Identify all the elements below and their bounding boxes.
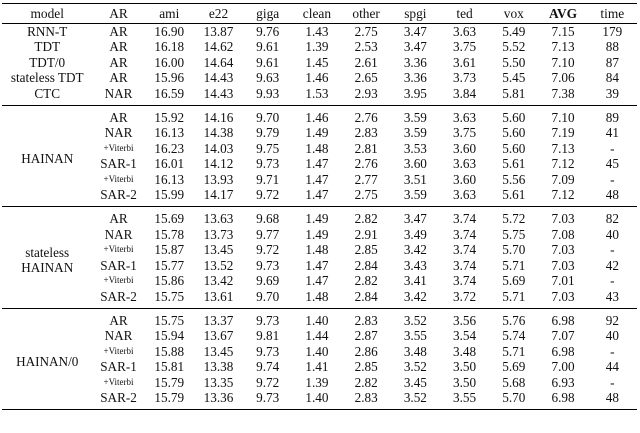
cell-other: 2.81 [354, 140, 378, 156]
cell-avg: 6.98 [551, 343, 575, 359]
table-row [2, 55, 637, 70]
cell-giga: 9.63 [256, 70, 280, 86]
table-row [2, 86, 637, 106]
cell-clean: 1.49 [305, 226, 329, 242]
cell-other: 2.75 [354, 187, 378, 203]
cell-time: 84 [605, 70, 619, 86]
cell-vox: 5.69 [502, 273, 526, 289]
cell-ted: 3.50 [453, 374, 477, 390]
cell-other: 2.82 [354, 374, 378, 390]
table-row [2, 141, 637, 156]
cell-time: 92 [588, 308, 637, 328]
cell-vox: 5.75 [502, 226, 526, 242]
group-label: HAINAN/0 [2, 308, 92, 409]
cell-ted: 3.50 [453, 359, 477, 375]
header-giga: giga [256, 6, 280, 21]
cell-e22: 13.61 [203, 288, 234, 304]
cell-giga: 9.61 [256, 39, 280, 55]
table-row [2, 344, 637, 359]
cell-giga: 9.72 [256, 374, 280, 390]
cell-avg: 7.13 [551, 39, 575, 55]
cell-giga: 9.76 [256, 24, 280, 39]
cell-ted: 3.74 [453, 226, 477, 242]
cell-ami: 15.99 [154, 187, 185, 203]
cell-giga: 9.72 [256, 187, 280, 203]
cell-ted: 3.63 [453, 24, 477, 39]
cell-giga: 9.68 [243, 207, 292, 227]
cell-spgi: 3.48 [403, 343, 427, 359]
cell-clean: 1.48 [305, 288, 329, 304]
cell-spgi: 3.42 [403, 242, 427, 258]
cell-clean: 1.40 [292, 390, 341, 410]
cell-ted: 3.74 [440, 207, 489, 227]
cell-other: 2.82 [342, 207, 391, 227]
cell-giga: 9.73 [256, 257, 280, 273]
cell-avg: 7.00 [551, 359, 575, 375]
cell-ami: 15.88 [154, 343, 185, 359]
cell-clean: 1.49 [292, 207, 341, 227]
cell-vox: 5.68 [502, 374, 526, 390]
cell-time: - [610, 140, 615, 156]
cell-ami: 16.13 [154, 125, 185, 141]
cell-avg: 7.01 [551, 273, 575, 289]
cell-giga: 9.77 [256, 226, 280, 242]
cell-giga: 9.81 [256, 328, 280, 344]
cell-spgi: 3.51 [403, 171, 427, 187]
cell-avg: 7.03 [551, 242, 575, 258]
header-ami: ami [159, 6, 180, 21]
cell-ted: 3.63 [440, 106, 489, 126]
cell-avg: 7.10 [551, 54, 575, 70]
cell-ted: 3.55 [440, 390, 489, 410]
cell-giga: 9.73 [256, 156, 280, 172]
cell-ami: 16.23 [154, 140, 185, 156]
cell-ted: 3.60 [453, 171, 477, 187]
cell-time: - [610, 374, 615, 390]
cell-e22: 14.64 [203, 54, 234, 70]
cell-other: 2.85 [354, 242, 378, 258]
cell-clean: 1.47 [305, 171, 329, 187]
cell-vox: 5.71 [502, 257, 526, 273]
cell-time: - [610, 343, 615, 359]
header-spgi: spgi [404, 6, 427, 21]
cell-vox: 5.49 [502, 24, 526, 39]
cell-e22: 14.38 [203, 125, 234, 141]
cell-ami: 15.94 [154, 328, 185, 344]
cell-other: 2.82 [354, 273, 378, 289]
cell-avg: 7.09 [551, 171, 575, 187]
cell-time: - [610, 242, 615, 258]
decoding-mode: +Viterbi [103, 244, 134, 255]
cell-avg: 6.93 [551, 374, 575, 390]
decoding-mode: SAR-1 [100, 359, 137, 375]
cell-avg: 7.15 [551, 24, 575, 39]
cell-ted: 3.73 [453, 70, 477, 86]
cell-clean: 1.48 [305, 140, 329, 156]
cell-vox: 5.74 [502, 328, 526, 344]
cell-ami: 15.87 [154, 242, 185, 258]
cell-other: 2.53 [354, 39, 378, 55]
cell-giga: 9.61 [256, 54, 280, 70]
decoding-mode: +Viterbi [103, 345, 134, 356]
cell-clean: 1.40 [305, 343, 329, 359]
decoding-mode: AR [92, 207, 144, 227]
cell-clean: 1.41 [305, 359, 329, 375]
cell-giga: 9.72 [256, 242, 280, 258]
cell-vox: 5.81 [502, 85, 526, 101]
decoding-mode: AR [109, 39, 128, 55]
table-row [2, 375, 637, 390]
table-row [2, 70, 637, 85]
cell-other: 2.83 [342, 308, 391, 328]
cell-spgi: 3.36 [403, 70, 427, 86]
cell-e22: 13.42 [203, 273, 234, 289]
cell-giga: 9.71 [256, 171, 280, 187]
cell-e22: 13.37 [194, 308, 243, 328]
cell-e22: 14.12 [203, 156, 234, 172]
cell-time: 43 [605, 288, 619, 304]
model-name: RNN-T [27, 24, 68, 39]
cell-e22: 14.43 [203, 85, 234, 101]
cell-avg: 7.19 [551, 125, 575, 141]
cell-avg: 7.03 [538, 207, 587, 227]
cell-spgi: 3.60 [403, 156, 427, 172]
decoding-mode: SAR-1 [100, 257, 137, 273]
table-row [2, 273, 637, 288]
cell-giga: 9.73 [243, 390, 292, 410]
cell-e22: 13.35 [203, 374, 234, 390]
cell-clean: 1.39 [305, 374, 329, 390]
cell-spgi: 3.43 [403, 257, 427, 273]
cell-avg: 7.12 [551, 156, 575, 172]
cell-other: 2.76 [354, 156, 378, 172]
model-name: CTC [34, 85, 61, 101]
cell-ami: 15.79 [145, 390, 194, 410]
cell-other: 2.87 [354, 328, 378, 344]
table-row [2, 308, 637, 328]
header-ar: AR [109, 6, 128, 21]
table-row [2, 258, 637, 273]
table-row [2, 106, 637, 126]
cell-vox: 5.61 [502, 156, 526, 172]
table-row [2, 227, 637, 242]
decoding-mode: NAR [104, 85, 133, 101]
cell-vox: 5.71 [502, 288, 526, 304]
cell-other: 2.91 [354, 226, 378, 242]
cell-ted: 3.63 [453, 187, 477, 203]
cell-e22: 14.03 [203, 140, 234, 156]
header-vox: vox [503, 6, 524, 21]
cell-time: 87 [605, 54, 619, 70]
header-row [2, 4, 637, 24]
table-row [2, 390, 637, 410]
cell-vox: 5.52 [502, 39, 526, 55]
cell-spgi: 3.52 [391, 390, 440, 410]
group-label: HAINAN [2, 106, 92, 207]
cell-time: 41 [605, 125, 619, 141]
cell-vox: 5.76 [489, 308, 538, 328]
cell-avg: 7.06 [551, 70, 575, 86]
decoding-mode: NAR [104, 226, 133, 242]
cell-ami: 15.86 [154, 273, 185, 289]
cell-spgi: 3.41 [403, 273, 427, 289]
cell-time: 44 [605, 359, 619, 375]
cell-avg: 7.03 [551, 257, 575, 273]
cell-vox: 5.60 [502, 125, 526, 141]
header-other: other [352, 6, 380, 21]
results-table [2, 3, 637, 410]
model-name: TDT [34, 39, 61, 55]
cell-spgi: 3.47 [403, 39, 427, 55]
table-row [2, 24, 637, 40]
cell-vox: 5.50 [502, 54, 526, 70]
cell-time: 42 [605, 257, 619, 273]
cell-ami: 15.77 [154, 257, 185, 273]
cell-ted: 3.74 [453, 242, 477, 258]
cell-spgi: 3.59 [403, 125, 427, 141]
cell-other: 2.93 [354, 85, 378, 101]
cell-ami: 15.79 [154, 374, 185, 390]
cell-vox: 5.60 [502, 140, 526, 156]
cell-vox: 5.56 [502, 171, 526, 187]
table-body [2, 24, 637, 410]
decoding-mode: SAR-2 [100, 187, 137, 203]
cell-vox: 5.45 [502, 70, 526, 86]
cell-ami: 16.18 [154, 39, 185, 55]
cell-time: 179 [602, 24, 623, 39]
table-row [2, 39, 637, 54]
table-row [2, 207, 637, 227]
cell-ami: 16.01 [154, 156, 185, 172]
header-avg: AVG [549, 6, 578, 21]
decoding-mode: AR [92, 106, 144, 126]
cell-ami: 15.81 [154, 359, 185, 375]
cell-e22: 13.52 [203, 257, 234, 273]
cell-clean: 1.46 [305, 70, 329, 86]
header-model: model [30, 6, 64, 21]
cell-giga: 9.93 [256, 85, 280, 101]
cell-ami: 16.59 [154, 85, 185, 101]
cell-ted: 3.74 [453, 257, 477, 273]
decoding-mode: AR [92, 308, 144, 328]
header-time: time [600, 6, 625, 21]
cell-time: 88 [605, 39, 619, 55]
cell-time: 40 [605, 328, 619, 344]
cell-other: 2.83 [342, 390, 391, 410]
cell-clean: 1.53 [305, 85, 329, 101]
cell-spgi: 3.53 [403, 140, 427, 156]
decoding-mode: SAR-1 [100, 156, 137, 172]
cell-giga: 9.70 [243, 106, 292, 126]
cell-ted: 3.61 [453, 54, 477, 70]
decoding-mode: SAR-2 [92, 390, 144, 410]
cell-vox: 5.69 [502, 359, 526, 375]
table-row [2, 172, 637, 187]
cell-ami: 15.75 [154, 288, 185, 304]
cell-avg: 7.10 [538, 106, 587, 126]
cell-vox: 5.61 [502, 187, 526, 203]
cell-spgi: 3.59 [391, 106, 440, 126]
cell-giga: 9.70 [256, 288, 280, 304]
table-row [2, 242, 637, 257]
cell-clean: 1.47 [305, 187, 329, 203]
cell-ted: 3.48 [453, 343, 477, 359]
cell-ted: 3.75 [453, 39, 477, 55]
cell-e22: 13.67 [203, 328, 234, 344]
cell-spgi: 3.42 [403, 288, 427, 304]
cell-e22: 13.87 [203, 24, 234, 39]
cell-clean: 1.40 [292, 308, 341, 328]
cell-clean: 1.49 [305, 125, 329, 141]
cell-ami: 15.96 [154, 70, 185, 86]
cell-spgi: 3.45 [403, 374, 427, 390]
cell-ami: 15.75 [145, 308, 194, 328]
cell-spgi: 3.52 [391, 308, 440, 328]
cell-vox: 5.71 [502, 343, 526, 359]
cell-clean: 1.43 [305, 24, 329, 39]
cell-ami: 15.78 [154, 226, 185, 242]
cell-spgi: 3.36 [403, 54, 427, 70]
cell-vox: 5.60 [489, 106, 538, 126]
decoding-mode: AR [109, 24, 128, 39]
cell-other: 2.65 [354, 70, 378, 86]
cell-ted: 3.56 [440, 308, 489, 328]
cell-avg: 7.38 [551, 85, 575, 101]
cell-ami: 16.13 [154, 171, 185, 187]
cell-spgi: 3.52 [403, 359, 427, 375]
model-name: TDT/0 [29, 54, 66, 70]
cell-giga: 9.79 [256, 125, 280, 141]
cell-e22: 13.63 [194, 207, 243, 227]
decoding-mode: +Viterbi [103, 376, 134, 387]
table-row [2, 187, 637, 207]
cell-clean: 1.39 [305, 39, 329, 55]
cell-clean: 1.47 [305, 273, 329, 289]
cell-time: 40 [605, 226, 619, 242]
cell-clean: 1.47 [305, 257, 329, 273]
cell-time: 39 [605, 85, 619, 101]
decoding-mode: +Viterbi [103, 142, 134, 153]
cell-spgi: 3.55 [403, 328, 427, 344]
cell-ami: 15.92 [145, 106, 194, 126]
cell-other: 2.85 [354, 359, 378, 375]
cell-avg: 7.07 [551, 328, 575, 344]
cell-clean: 1.46 [292, 106, 341, 126]
cell-giga: 9.75 [256, 140, 280, 156]
cell-giga: 9.69 [256, 273, 280, 289]
cell-e22: 14.16 [194, 106, 243, 126]
cell-ami: 15.69 [145, 207, 194, 227]
cell-e22: 13.73 [203, 226, 234, 242]
decoding-mode: +Viterbi [103, 173, 134, 184]
cell-other: 2.84 [354, 257, 378, 273]
cell-clean: 1.48 [305, 242, 329, 258]
header-e22: e22 [208, 6, 229, 21]
cell-ted: 3.75 [453, 125, 477, 141]
cell-spgi: 3.47 [403, 24, 427, 39]
cell-clean: 1.47 [305, 156, 329, 172]
cell-e22: 13.38 [203, 359, 234, 375]
decoding-mode: AR [109, 70, 128, 86]
table-row [2, 359, 637, 374]
header-clean: clean [302, 6, 332, 21]
cell-spgi: 3.47 [391, 207, 440, 227]
cell-avg: 7.13 [551, 140, 575, 156]
cell-e22: 13.45 [203, 343, 234, 359]
cell-e22: 13.45 [203, 242, 234, 258]
cell-e22: 13.93 [203, 171, 234, 187]
cell-avg: 7.03 [551, 288, 575, 304]
cell-time: 89 [588, 106, 637, 126]
decoding-mode: NAR [104, 125, 133, 141]
cell-other: 2.83 [354, 125, 378, 141]
cell-ted: 3.74 [453, 273, 477, 289]
cell-e22: 14.17 [203, 187, 234, 203]
cell-avg: 6.98 [538, 308, 587, 328]
table-row [2, 328, 637, 343]
decoding-mode: +Viterbi [103, 275, 134, 286]
table-row [2, 125, 637, 140]
header-ted: ted [456, 6, 473, 21]
cell-ted: 3.63 [453, 156, 477, 172]
cell-vox: 5.70 [502, 242, 526, 258]
cell-time: 48 [605, 187, 619, 203]
cell-giga: 9.73 [243, 308, 292, 328]
cell-e22: 14.43 [203, 70, 234, 86]
cell-e22: 14.62 [203, 39, 234, 55]
cell-clean: 1.45 [305, 54, 329, 70]
decoding-mode: SAR-2 [100, 288, 137, 304]
cell-ami: 16.00 [154, 54, 185, 70]
cell-spgi: 3.95 [403, 85, 427, 101]
cell-avg: 7.12 [551, 187, 575, 203]
cell-vox: 5.70 [489, 390, 538, 410]
cell-ted: 3.54 [453, 328, 477, 344]
cell-e22: 13.36 [194, 390, 243, 410]
table-row [2, 156, 637, 171]
cell-other: 2.76 [342, 106, 391, 126]
group-label: stateless HAINAN [2, 207, 92, 308]
table-row [2, 289, 637, 309]
cell-time: - [610, 171, 615, 187]
cell-other: 2.77 [354, 171, 378, 187]
cell-other: 2.84 [354, 288, 378, 304]
cell-ted: 3.72 [453, 288, 477, 304]
cell-giga: 9.73 [256, 343, 280, 359]
cell-avg: 7.08 [551, 226, 575, 242]
cell-ted: 3.60 [453, 140, 477, 156]
cell-time: - [610, 273, 615, 289]
cell-time: 48 [588, 390, 637, 410]
cell-other: 2.86 [354, 343, 378, 359]
cell-spgi: 3.49 [403, 226, 427, 242]
cell-other: 2.75 [354, 24, 378, 39]
model-name: stateless TDT [10, 70, 84, 86]
cell-clean: 1.44 [305, 328, 329, 344]
cell-avg: 6.98 [538, 390, 587, 410]
cell-other: 2.61 [354, 54, 378, 70]
cell-time: 82 [588, 207, 637, 227]
cell-giga: 9.74 [256, 359, 280, 375]
cell-vox: 5.72 [489, 207, 538, 227]
cell-ami: 16.90 [154, 24, 185, 39]
decoding-mode: AR [109, 54, 128, 70]
cell-ted: 3.84 [453, 85, 477, 101]
cell-time: 45 [605, 156, 619, 172]
cell-spgi: 3.59 [403, 187, 427, 203]
decoding-mode: NAR [104, 328, 133, 344]
